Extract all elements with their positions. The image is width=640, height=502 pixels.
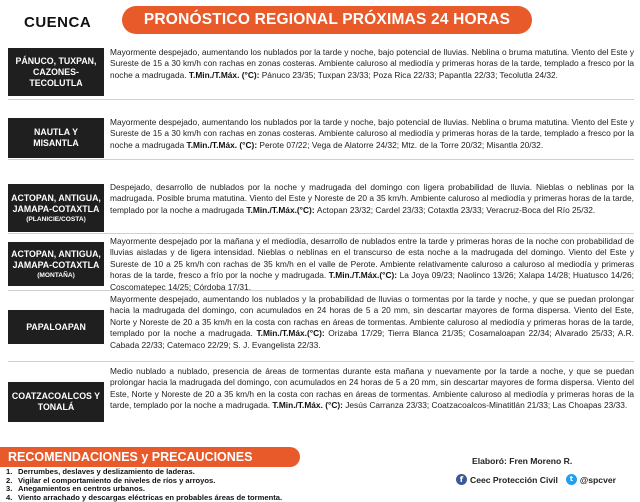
- region-label: [8, 48, 104, 96]
- region-name: PÁNUCO, TUXPAN, CAZONES-TECOLUTLA: [15, 55, 97, 88]
- temps-label: T.Min./T.Máx. (°C):: [186, 139, 260, 150]
- forecast-text: Mayormente despejado por la mañana y el mediodía, desarrollo de nublados entre la tarde y primeras horas de la noche con probabilidad de lluvias aisladas y de ligera intensidad. Nieblas o neblinas en el transcurso de esta noche a la madrugada del domingo. Viento del Este y Sureste de 10 a 25 km/h con rachas de 35 km/h en el valle de Perote. Ambiente relativamente caluroso a caluroso al mediodía y primeras horas de la tarde, fresco a frío por la noche y madrugada.: [110, 236, 634, 281]
- social-links: [456, 474, 616, 485]
- list-item: 2. Vigilar el comportamiento de niveles de ríos y arroyos.: [6, 475, 216, 485]
- list-item: 3. Anegamientos en centros urbanos.: [6, 484, 146, 494]
- forecast-text: Mayormente despejado, aumentando los nublados y la probabilidad de lluvias o tormentas por la tarde y noche, y que se puedan prolongar hacia la madrugada del domingo, con acumulados en 24 horas de 5 a 20 mm, sin descartar mayores de forma dispersa. Viento del Este, Norte y Noreste de 20 a 35 km/h en la costa con rachas en áreas de tormentas. Ambiente caluroso al mediodía y primeras horas de la tarde, templado por la noche a madrugada.: [110, 294, 634, 339]
- region-label: [8, 242, 104, 286]
- region-forecast: [110, 294, 634, 351]
- region-forecast: [110, 117, 634, 151]
- temps-label: T.Min./T.Máx.(°C):: [256, 328, 329, 339]
- page-title-banner: PRONÓSTICO REGIONAL PRÓXIMAS 24 HORAS: [122, 6, 532, 34]
- twitter-handle[interactable]: @spcver: [579, 474, 616, 485]
- region-row: [8, 236, 634, 291]
- temps-values: Orizaba 17/29; Tierra Blanca 21/35; Cosamaloapan 22/34; Alvarado 25/33; A.R. Cabada 22/33; Catemaco 22/29; S. J. Evangelista 22/33.: [110, 328, 634, 350]
- temps-values: Perote 07/22; Vega de Alatorre 24/32; Mtz. de la Torre 20/32; Misantla 20/32.: [259, 139, 544, 150]
- temps-values: La Joya 09/23; Naolinco 13/26; Xalapa 14/28; Huatusco 14/26; Coscomatepec 14/25; Córdoba 17/31.: [110, 270, 634, 292]
- region-label: [8, 310, 104, 344]
- facebook-icon[interactable]: f: [456, 474, 467, 485]
- facebook-handle[interactable]: Ceec Protección Civil: [470, 474, 558, 485]
- region-label: [8, 382, 104, 422]
- region-row: [8, 294, 634, 362]
- region-forecast: [110, 47, 634, 81]
- temps-label: T.Min./T.Máx.(°C):: [246, 204, 317, 215]
- temps-label: T.Min./T.Máx. (°C):: [272, 400, 346, 411]
- region-subzone: (PLANICIE/COSTA): [26, 215, 86, 223]
- basin-heading: CUENCA: [24, 14, 92, 31]
- region-row: [8, 366, 634, 446]
- region-forecast: [110, 182, 634, 216]
- region-name: PAPALOAPAN: [26, 321, 86, 332]
- twitter-icon[interactable]: t: [566, 474, 577, 485]
- region-row: [8, 104, 634, 160]
- forecast-text: Despejado, desarrollo de nublados por la noche y madrugada del domingo con ligera probabilidad de lluvia. Nieblas o neblinas por la madrugada. Posible bruma matutina. Viento del Este y Noreste de 20 a 35 km/h. Ambiente caluroso al mediodía y primeras horas de la tarde, templado por la noche a madrugada: [110, 182, 634, 215]
- temps-values: Actopan 23/32; Cardel 23/33; Cotaxtla 23/33; Veracruz-Boca del Río 25/32.: [316, 204, 596, 215]
- temps-label: T.Min./T.Máx.(°C):: [328, 270, 400, 281]
- forecast-text: Mayormente despejado, aumentando los nublados por la tarde y noche, bajo potencial de lluvias. Neblina o bruma matutina. Viento del Este y Sureste de 15 a 30 km/h con rachas en zonas costeras. Ambiente caluroso al mediodía y primeras horas de la tarde, templado a fresco por la noche a madrugada: [110, 117, 634, 150]
- author-credit: Elaboró: Fren Moreno R.: [472, 456, 573, 466]
- region-name: ACTOPAN, ANTIGUA, JAMAPA-COTAXTLA: [11, 192, 101, 214]
- forecast-text: Medio nublado a nublado, presencia de áreas de tormentas durante esta mañana y nuevamente por la tarde a noche, y que se puedan prolongar hacia la madrugada del domingo, con acumulados en 24 horas de 5 a 20 mm, sin descartar mayores de forma dispersa. Viento del Este, Norte y Noreste de 20 a 35 km/h en la costa con rachas en áreas de tormentas. Ambiente caluroso al mediodía y primeras horas de la tarde, templado por la noche a madrugada.: [110, 366, 634, 411]
- region-label: [8, 118, 104, 158]
- region-name: NAUTLA Y MISANTLA: [33, 127, 79, 148]
- region-label: [8, 184, 104, 232]
- recommendations-title: RECOMENDACIONES y PRECAUCIONES: [0, 447, 300, 467]
- forecast-text: Mayormente despejado, aumentando los nublados por la tarde y noche, bajo potencial de lluvias. Neblina o bruma matutina. Viento del Este y Sureste de 15 a 30 km/h con rachas en zonas costeras. Ambiente caluroso al mediodía y primeras horas de la tarde, templado a fresco por la noche a madrugada.: [110, 47, 634, 80]
- list-item: 1. Derrumbes, deslaves y deslizamiento de laderas.: [6, 467, 195, 476]
- region-forecast: [110, 236, 634, 293]
- temps-values: Jesús Carranza 23/33; Coatzacoalcos-Minatitlán 21/33; Las Choapas 23/33.: [345, 400, 628, 411]
- region-forecast: [110, 366, 634, 412]
- region-row: [8, 178, 634, 234]
- region-subzone: (MONTAÑA): [37, 271, 75, 279]
- recommendations-list: [6, 468, 306, 502]
- region-row: [8, 44, 634, 100]
- region-name: ACTOPAN, ANTIGUA, JAMAPA-COTAXTLA: [11, 248, 101, 270]
- temps-label: T.Min./T.Máx. (°C):: [188, 69, 262, 80]
- region-name: COATZACOALCOS Y TONALÁ: [11, 391, 101, 412]
- temps-values: Pánuco 23/35; Tuxpan 23/33; Poza Rica 22/33; Papantla 22/33; Tecolutla 24/32.: [261, 69, 559, 80]
- list-item: 4. Viento arrachado y descargas eléctricas en probables áreas de tormenta.: [6, 492, 283, 502]
